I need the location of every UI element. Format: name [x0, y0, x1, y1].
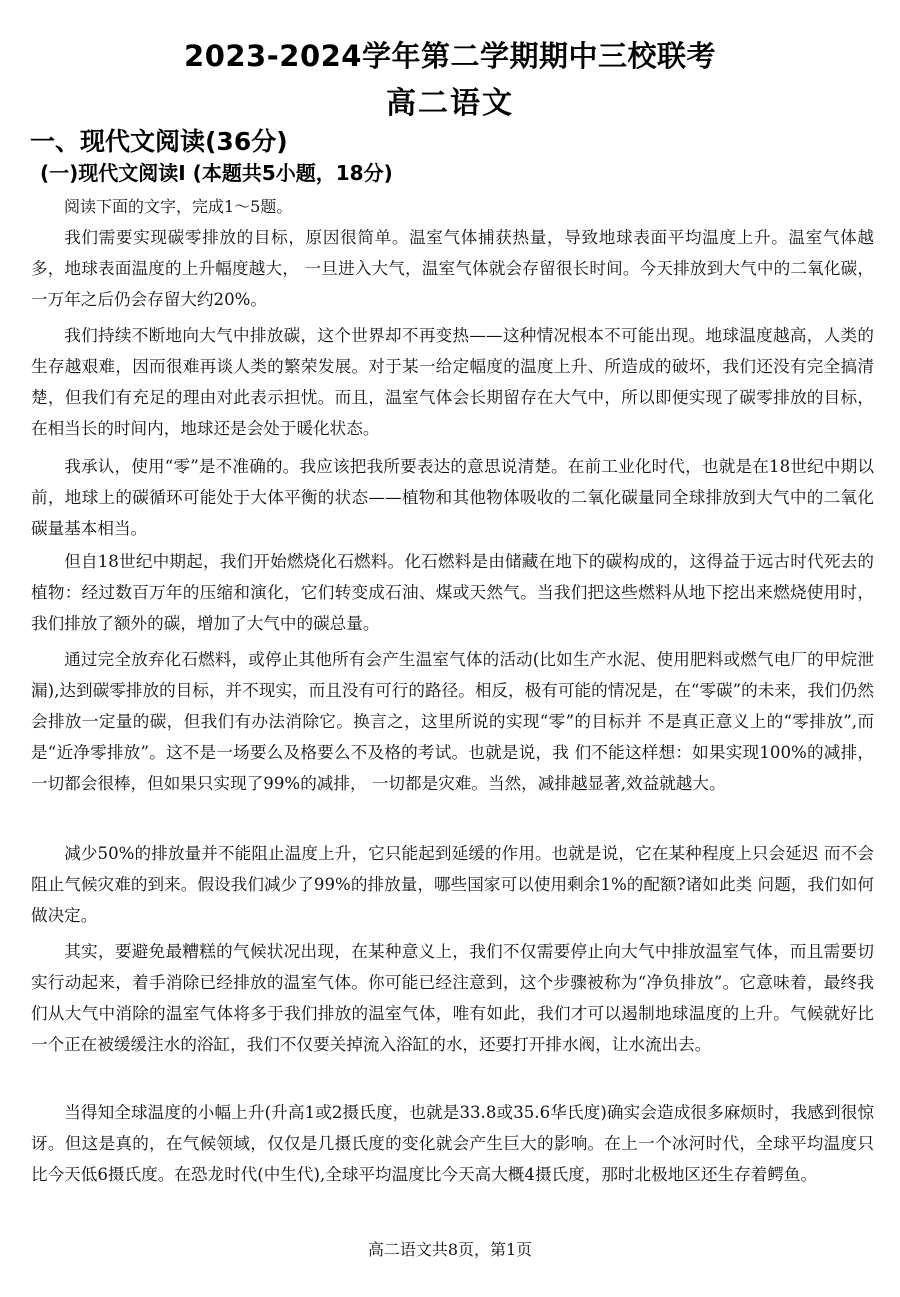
paragraph-5: 通过完全放弃化石燃料，或停止其他所有会产生温室气体的活动(比如生产水泥、使用肥料或燃气电厂的甲烷泄漏),达到碳零排放的目标，并不现实，而且没有可行的路径。相反，极有可能的情况是，在“零碳”的未来，我们仍然会排放一定量的碳，但我们有办法消除它。换言之，这里所说的实现“零”的目标并 不是真正意义上的“零排放”,而是“近净零排放”。这不是一场要么及格要么不及格的考试。也就是说，我 们不能这样想：如果实现100%的减排， 一切都会很棒，但如果只实现了99%的减排， 一切都是灾难。当然，减排越显著,效益就越大。 — [31, 650, 874, 793]
reading-instruction: 阅读下面的文字，完成1～5题。 — [64, 197, 293, 216]
paragraph-1: 我们需要实现碳零排放的目标，原因很简单。温室气体捕获热量，导致地球表面平均温度上升。温室气体越多，地球表面温度的上升幅度越大， 一旦进入大气，温室气体就会存留很长时间。今天排放到大气中的二氧化碳， 一万年之后仍会存留大约20%。 — [31, 228, 874, 309]
paragraph-7: 其实，要避免最糟糕的气候状况出现，在某种意义上，我们不仅需要停止向大气中排放温室气体，而且需要切实行动起来，着手消除已经排放的温室气体。你可能已经注意到，这个步骤被称为“净负排放”。它意味着，最终我们从大气中消除的温室气体将多于我们排放的温室气体，唯有如此，我们才可以遏制地球温度的上升。气候就好比一个正在被缓缓注水的浴缸，我们不仅要关掉流入浴缸的水，还要打开排水阀，让水流出去。 — [31, 942, 874, 1054]
paragraph-8: 当得知全球温度的小幅上升(升高1或2摄氏度，也就是33.8或35.6华氏度)确实会造成很多麻烦时，我感到很惊讶。但这是真的，在气候领域，仅仅是几摄氏度的变化就会产生巨大的影响。在上一个冰河时代，全球平均温度只比今天低6摄氏度。在恐龙时代(中生代),全球平均温度比今天高大概4摄氏度，那时北极地区还生存着鳄鱼。 — [31, 1103, 874, 1184]
subsection-heading: (一)现代文阅读Ⅰ (本题共5小题，18分) — [40, 161, 393, 185]
page-footer: 高二语文共8页，第1页 — [367, 1240, 533, 1259]
exam-title: 2023-2024学年第二学期期中三校联考 — [184, 39, 716, 73]
section-heading: 一、现代文阅读(36分) — [30, 127, 288, 156]
paragraph-6: 减少50%的排放量并不能阻止温度上升，它只能起到延缓的作用。也就是说，它在某种程度上只会延迟 而不会阻止气候灾难的到来。假设我们减少了99%的排放量，哪些国家可以使用剩余1%的配额?诸如此类 问题，我们如何做决定。 — [31, 844, 874, 925]
paragraph-2: 我们持续不断地向大气中排放碳，这个世界却不再变热——这种情况根本不可能出现。地球温度越高，人类的生存越艰难，因而很难再谈人类的繁荣发展。对于某一给定幅度的温度上升、所造成的破坏，我们还没有完全搞清楚，但我们有充足的理由对此表示担忧。而且，温室气体会长期留存在大气中，所以即便实现了碳零排放的目标，在相当长的时间内，地球还是会处于暖化状态。 — [31, 326, 874, 438]
subject-title: 高二语文 — [386, 86, 514, 121]
paragraph-3: 我承认，使用“零”是不准确的。我应该把我所要表达的意思说清楚。在前工业化时代，也就是在18世纪中期以前，地球上的碳循环可能处于大体平衡的状态——植物和其他物体吸收的二氧化碳量同全球排放到大气中的二氧化碳量基本相当。 — [31, 457, 874, 538]
paragraph-4: 但自18世纪中期起，我们开始燃烧化石燃料。化石燃料是由储藏在地下的碳构成的，这得益于远古时代死去的植物：经过数百万年的压缩和演化，它们转变成石油、煤或天然气。当我们把这些燃料从地下挖出来燃烧使用时，我们排放了额外的碳，增加了大气中的碳总量。 — [31, 552, 874, 633]
